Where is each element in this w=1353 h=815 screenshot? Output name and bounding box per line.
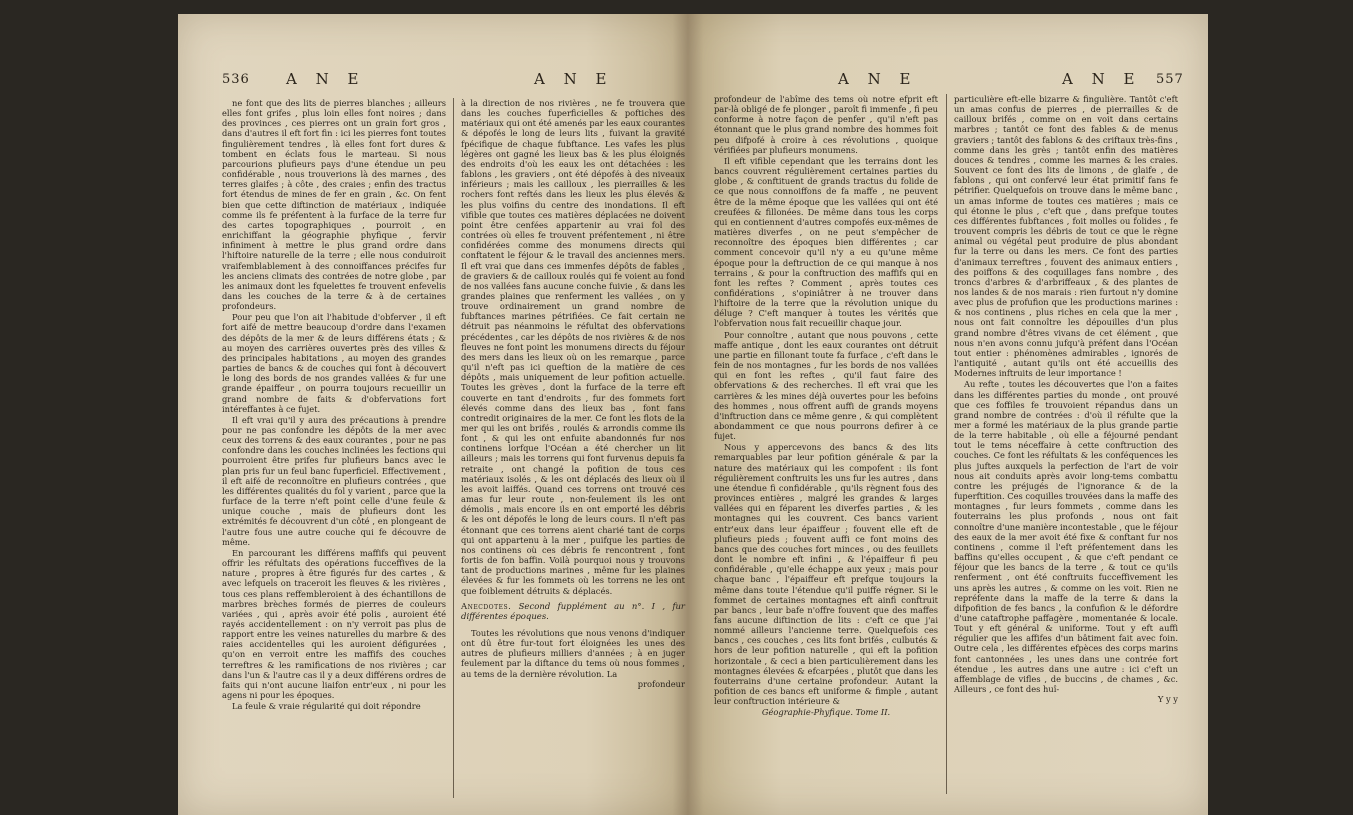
- paragraph: Au refte , toutes les découvertes que l'on a faites dans les différentes parties du monde , ont prouvé que ces foffiles fe trouvoient répandus dans un grand nombre de contrées : d'où il réfulte que la mer a formé les matériaux de la plus grande partie de la terre habitable , où elle a féjourné pendant tout le tems néceffaire à cette conftruction des couches. Ce font les réfultats & les conféquences les plus juftes auxquels la perfection de l'art de voir nous ait conduits après avoir long-tems combattu contre les préjugés de l'ignorance & de la fuperftition. Ces coquilles trouvées dans la maffe des montagnes , fur leurs fommets , comme dans les fouterrains les plus profonds , nous ont fait connoître d'une manière incontestable , que le féjour des eaux de la mer avoit été fixe & conftant fur nos continens , comme il l'eft préfentement dans les baffins qu'elles occupent , & que c'eft pendant ce féjour que les bancs de la terre , & tout ce qu'ils renferment , ont été conftruits fucceffivement les uns après les autres , & comme on les voit. Rien ne repréfente dans la maffe de la terre & dans la difpofition de fes bancs , la confufion & le défordre d'une cataftrophe paffagère , momentanée & locale. Tout y eft général & uniforme. Tout y eft auffi régulier que les affifes d'un bâtiment fait avec foin. Outre cela , les différentes efpèces des corps marins font cantonnées , les unes dans une contrée fort étendue , les autres dans une autre : ici c'eft un affemblage de vifles , de buccins , de chames , &c. Ailleurs , ce font des huî-: [954, 379, 1178, 695]
- anecdote-title: Second fupplément au n°. I , fur différentes époques.: [461, 601, 686, 622]
- footer-title: Géographie-Phyfique. Tome II.: [761, 707, 891, 718]
- left-page-number: 536: [222, 72, 250, 87]
- catchword: profondeur: [637, 678, 685, 689]
- paragraph: à la direction de nos rivières , ne fe trouvera que dans les couches fuperficielles & poftiches des matériaux qui ont été amenés par les eaux courantes & dépofés le long de leurs lits , fuivant la gravité fpécifique de chaque fubftance. Les vafes les plus légères ont gagné les lieux bas & les plus éloignés des endroits d'où les eaux les ont détachées : les fablons , les graviers , ont été dépofés à des niveaux inférieurs ; mais les cailloux , les pierrailles & les rochers font reftés dans les lieux les plus élevés & les plus voifins du centre des inondations. Il eft vifible que toutes ces matières déplacées ne doivent point être cenfées appartenir au vrai fol des contrées où elles fe trouvent préfentement , ni être confidérées comme des monumens directs qui conftatent le féjour & le travail des anciennes mers. Il eft vrai que dans ces immenfes dépôts de fables , de graviers & de cailloux roulés qui fe voient au fond de nos vallées fans aucune conche fuivie , & dans les grandes plaines que renferment les vallées , on y trouve ordinairement un grand nombre de fubftances marines pétrifiées. Ce fait certain ne détruit pas néanmoins le réfultat des obfervations précédentes , car les dépôts de nos rivières & de nos fleuves ne font point les monumens directs du féjour des mers dans les lieux où on les remarque , parce qu'il n'eft pas ici queftion de la matière de ces dépôts , mais uniquement de leur pofition actuelle. Toutes les grèves , dont la furface de la terre eft couverte en tant d'endroits , fur des fommets fort élevés comme dans des lieux bas , font fans contredit originaires de la mer. Ce font les flots de la mer qui les ont brifés , roulés & arrondis comme ils font , & qui les ont enfuite abandonnés fur nos continens lorfque l'Océan a été chercher un lit ailleurs ; mais les torrens qui font furvenus depuis fa retraite , ont changé la pofition de tous ces matériaux isolés , & les ont déplacés des lieux où il les avoit laiffés. Quand ces torrens ont trouvé ces amas fur leur route , non-feulement ils les ont démolis , mais encore ils en ont emporté les débris & les ont dépofés le long de leurs cours. Il n'eft pas étonnant que ces torrens aient charié tant de corps qui ont appartenu à la mer , puifque les parties de nos continens où ces débris fe rencontrent , font fortis de fon baffin. Voilà pourquoi nous y trouvons tant de productions marines , même fur les plaines élevées & fur les fommets où les torrens ne les ont que foiblement détruits & déplacés.: [461, 98, 685, 596]
- right-column-1: [714, 94, 938, 718]
- paragraph: La feule & vraie régularité qui doit répondre: [232, 701, 421, 712]
- right-running-head-right: A N E: [1062, 70, 1142, 88]
- paragraph: Pour peu que l'on ait l'habitude d'obferver , il eft fort aifé de mettre beaucoup d'ordre dans l'examen des dépôts de la mer & de leurs différens états ; & au moyen des carrières ouvertes près des villes & des principales habitations , au moyen des grandes parties de bancs & de couches qui font à découvert le long des bords de nos grandes vallées & fur une grande épaiffeur , on pourra toujours recueillir un grand nombre de faits & d'obfervations fort intéreffantes à ce fujet.: [222, 312, 446, 414]
- column-rule: [946, 94, 947, 794]
- paragraph: Pour connoître , autant que nous pouvons , cette maffe antique , dont les eaux courantes ont détruit une partie en fillonant toute fa furface , c'eft dans le fein de nos montagnes , fur les bords de nos vallées qui en font les reftes , qu'il faut faire des obfervations & des recherches. Il eft vrai que les carrières & les mines déjà ouvertes pour les befoins des hommes , nous offrent auffi de grands moyens d'inftruction dans ce même genre , & qui complètent abondamment ce que nous pourrons defirer à ce fujet.: [714, 329, 938, 442]
- paragraph: En parcourant les différens maffifs qui peuvent offrir les réfultats des opérations fucceffives de la nature , propres à être figurés fur des cartes , & avec lefquels on traceroit les fleuves & les rivières , tous ces plans reffembleroient à des échantillons de marbres brèches formés de pierres de couleurs variées , qui , après avoir été polis , auroient été rayés accidentellement : on n'y verroit pas plus de rapport entre les veines naturelles du marbre & des raies accidentelles qui les auroient défigurées , qu'on en verroit entre les maffifs des couches terreftres & les ramifications de nos rivières ; car dans l'un & l'autre cas il y a deux différens ordres de faits qui n'ont aucune liaifon entr'eux , ni pour les agens ni pour les époques.: [222, 547, 446, 701]
- left-column-1: [222, 98, 446, 711]
- anecdote-label: Anecdotes.: [461, 601, 512, 612]
- paragraph: ne font que des lits de pierres blanches ; ailleurs elles font grifes , plus loin elles font noires ; dans des provinces , ces pierres ont un grain fort gros , dans d'autres il eft fort fin : ici les pierres font toutes fingulièrement tendres , là elles font fort dures & tombent en éclats fous le marteau. Si nous parcourions plufieurs pays d'une étendue un peu confidérable , nous trouverions là des marnes , des terres glaifes ; à côte , des craies ; enfin des tractus fort étendus de mines de fer en grain , &c. On fent bien que cette diftinction de matériaux , indiquée comme ils fe préfentent à la furface de la terre fur des cartes topographiques , pourroit , en enrichiffant la géographie phyfique , fervir infiniment à mettre le plus grand ordre dans l'hiftoire naturelle de la terre ; elle nous conduiroit vraifemblablement à des connoiffances précifes fur les anciens climats des contrées de notre globe , par les animaux dont les fquelettes fe trouvent enfevelis dans les couches de la terre & à de certaines profondeurs.: [222, 98, 446, 312]
- paragraph: Il eft vifible cependant que les terrains dont les bancs couvrent régulièrement certaines parties du globe , & conftituent de grands tractus du folide de ce que nous connoiffons de fa maffe , ne peuvent être de la même époque que les vallées qui ont été creufées & fillonées. De même dans tous les corps qui en contiennent d'autres compofés eux-mêmes de matières diverfes , on ne peut s'empêcher de reconnoître des époques bien différentes ; car comment concevoir qu'il n'y a eu qu'une même époque pour la deftruction de ce qui manque à nos terrains , & pour la conftruction des maffifs qui en font les reftes ? Comment , après toutes ces confidérations , s'opiniâtrer à ne trouver dans l'hiftoire de la terre que la révolution unique du déluge ? C'eft manquer à toutes les vérités que l'obfervation nous fait recueillir chaque jour.: [714, 155, 938, 329]
- column-rule: [453, 98, 454, 798]
- right-page-number: 557: [1156, 72, 1184, 87]
- paragraph: particulière eft-elle bizarre & fingulière. Tantôt c'eft un amas confus de pierres , de pierrailles & de cailloux brifés , comme on en voit dans certains marbres ; tantôt ce font des fables & de menus graviers ; tantôt des fablons & des criftaux très-fins , comme dans les grès ; tantôt enfin des matières douces & tendres , comme les marnes & les craies. Souvent ce font des lits de limons , de glaife , de fablons , qui ont confervé leur état primitif fans fe pétrifier. Quelquefois on trouve dans le même banc , un amas informe de toutes ces matières ; mais ce qui étonne le plus , c'eft que , dans prefque toutes ces différentes fubftances , foit molles ou folides , fe trouvent compris les débris de tout ce que le règne animal ou végétal peut produire de plus abondant fur la terre ou dans les mers. Ce font des parties d'animaux terreftres , fouvent des animaux entiers , des poiffons & des coquillages fans nombre , des troncs d'arbres & d'arbriffeaux , & des plantes de nos landes & de nos marais : rien furtout n'y domine avec plus de profufion que les productions marines : & nos continens , plus riches en cela que la mer , nous ont fait connoître les dépouilles d'un plus grand nombre d'êtres vivans de cet élément , que nous n'en avons connu jufqu'à préfent dans l'Océan tout entier : phénomènes admirables , ignorés de l'antiquité , autant qu'ils ont été accueillis des Modernes inftruits de leur importance !: [954, 94, 1178, 379]
- paragraph: Il eft vrai qu'il y aura des précautions à prendre pour ne pas confondre les dépôts de la mer avec ceux des torrens & des eaux courantes , pour ne pas confondre dans les couches inclinées les fections qui pourroient être prifes fur plufieurs bancs avec le plan pris fur un feul banc fuperficiel. Effectivement , il eft aifé de reconnoître en plufieurs contrées , que les différentes qualités du fol y varient , parce que la furface de la terre n'eft point celle d'une feule & unique couche , mais de plufieurs dont les extrémités fe découvrent d'un côté , en plongeant de l'autre fous une autre couche qui fe découvre de même.: [222, 414, 446, 547]
- left-running-head-left: A N E: [286, 70, 366, 88]
- paragraph: Toutes les révolutions que nous venons d'indiquer ont dû être fur-tout fort éloignées les unes des autres de plufieurs milliers d'années ; à en juger feulement par la diftance du tems où nous fommes , au tems de la dernière révolution. La: [461, 627, 685, 679]
- left-page: [178, 14, 688, 815]
- paragraph: Nous y appercevons des bancs & des lits remarquables par leur pofition générale & par la nature des matériaux qui les compofent : ils font régulièrement conftruits les uns fur les autres , dans une étendue fi confidérable , qu'ils règnent fous des provinces entières , malgré les grandes & larges vallées qui en féparent les diverfes parties , & les montagnes qui les couvrent. Ces bancs varient entr'eux dans leur épaiffeur ; fouvent elle eft de plufieurs pieds ; fouvent auffi ce font moins des bancs que des couches fort minces , ou des feuillets dont le nombre eft infini , & l'épaiffeur fi peu confidérable , qu'elle échappe aux yeux ; mais pour chaque banc , l'épaiffeur eft prefque toujours la même dans toute l'étendue qu'il puiffe régner. Si le fommet de certaines montagnes eft ainfi conftruit par bancs , leur bafe n'offre fouvent que des maffes fans aucune diftinction de lits : c'eft ce que j'ai nommé ailleurs l'ancienne terre. Quelquefois ces bancs , ces couches , ces lits font brifés , culbutés & hors de leur pofition naturelle , qui eft la pofition horizontale , & ceci a bien particulièrement dans les montagnes élevées & efcarpées , plutôt que dans les fouterrains d'une certaine profondeur. Autant la pofition de ces bancs eft uniforme & fimple , autant leur conftruction intérieure &: [714, 442, 938, 707]
- right-column-2: [954, 94, 1178, 704]
- paragraph: profondeur de l'abîme des tems où notre efprit eft par-là obligé de fe plonger , paroît fi immenfe , fi peu conforme à notre façon de penfer , qu'il n'eft pas étonnant que le plus grand nombre des hommes foit peu difpofé à croire à ces révolutions , quoique vérifiées par plufieurs monumens.: [714, 94, 938, 155]
- signature-mark: Y y y: [1157, 694, 1178, 705]
- left-column-2: [461, 98, 685, 689]
- right-running-head-left: A N E: [838, 70, 918, 88]
- anecdote-heading: [461, 602, 685, 622]
- left-running-head-right: A N E: [534, 70, 614, 88]
- right-page: [688, 14, 1208, 815]
